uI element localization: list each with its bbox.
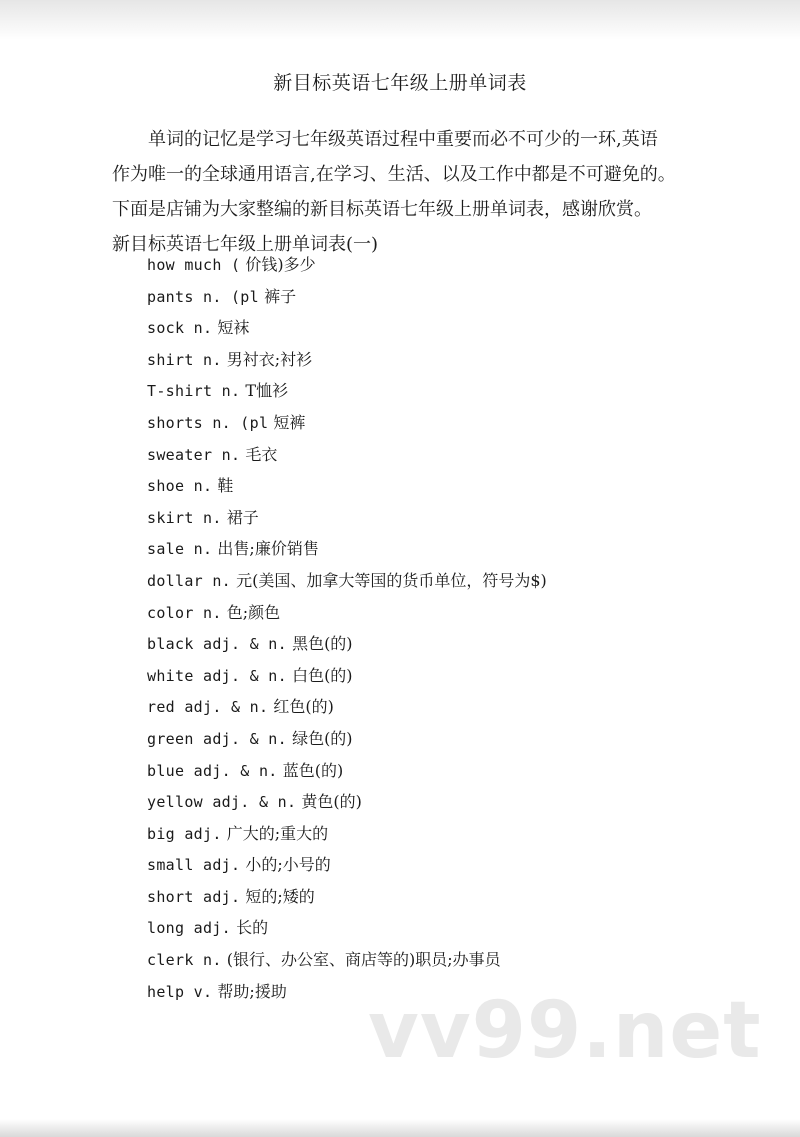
vocab-word: dollar n. (147, 571, 231, 590)
intro-line: 下面是店铺为大家整编的新目标英语七年级上册单词表，感谢欣赏。 (112, 199, 652, 220)
vocab-meaning: 小的;小号的 (245, 855, 331, 875)
vocab-item (147, 281, 547, 313)
vocab-word: short adj. (147, 887, 241, 906)
page-top-shadow (0, 0, 800, 40)
vocab-word: how much ( (147, 256, 241, 274)
vocab-item (147, 407, 547, 439)
page-bottom-shadow (0, 1119, 800, 1137)
vocab-item (147, 912, 547, 944)
vocab-item (147, 502, 547, 534)
vocab-meaning: 男衬衣;衬衫 (226, 349, 313, 369)
vocab-word: sale n. (147, 540, 213, 559)
vocab-meaning: (银行、办公室、商店等的)职员;办事员 (226, 950, 501, 970)
vocab-meaning: 红色(的) (273, 697, 334, 717)
vocab-item (147, 312, 547, 344)
vocab-word: skirt n. (147, 508, 222, 527)
vocab-word: sock n. (147, 319, 213, 338)
vocab-meaning: 毛衣 (245, 444, 278, 464)
vocab-word: green adj. & n. (147, 729, 287, 748)
vocabulary-list (147, 249, 547, 1007)
vocab-meaning: T恤衫 (245, 381, 289, 401)
vocab-meaning: 黑色(的) (292, 634, 353, 654)
intro-line: 单词的记忆是学习七年级英语过程中重要而必不可少的一环,英语 (148, 129, 658, 150)
vocab-meaning: 元(美国、加拿大等国的货币单位，符号为$) (236, 570, 547, 590)
intro-line: 作为唯一的全球通用语言,在学习、生活、以及工作中都是不可避免的。 (112, 164, 676, 185)
vocab-item (147, 881, 547, 913)
vocab-meaning: 鞋 (217, 476, 234, 496)
vocab-meaning: 出售;廉价销售 (217, 539, 319, 559)
vocab-item (147, 533, 547, 565)
vocab-item (147, 818, 547, 850)
vocab-meaning: 色;颜色 (226, 602, 281, 622)
vocab-word: shirt n. (147, 350, 222, 369)
vocab-meaning: 裤子 (264, 286, 297, 306)
vocab-meaning: 长的 (236, 918, 269, 938)
vocab-meaning: 白色(的) (292, 665, 353, 685)
vocab-item (147, 755, 547, 787)
vocab-item (147, 249, 547, 281)
vocab-meaning: 短的;矮的 (245, 886, 315, 906)
vocab-word: clerk n. (147, 951, 222, 970)
vocab-meaning: 黄色(的) (301, 792, 362, 812)
vocab-meaning: 帮助;援助 (217, 981, 287, 1001)
vocab-item (147, 660, 547, 692)
vocab-word: yellow adj. & n. (147, 793, 297, 812)
vocab-item (147, 375, 547, 407)
vocab-meaning: 价钱)多少 (245, 255, 316, 274)
vocab-item (147, 944, 547, 976)
vocab-item (147, 723, 547, 755)
vocab-word: color n. (147, 603, 222, 622)
vocab-word: T-shirt n. (147, 382, 241, 401)
watermark-text: vv99.net (368, 986, 762, 1076)
vocab-word: small adj. (147, 856, 241, 875)
intro-paragraph (112, 122, 702, 262)
vocab-word: sweater n. (147, 445, 241, 464)
vocab-word: white adj. & n. (147, 666, 287, 685)
vocab-word: shorts n. (pl (147, 413, 269, 432)
vocab-meaning: 短袜 (217, 318, 250, 338)
vocab-item (147, 439, 547, 471)
vocab-meaning: 裙子 (226, 507, 259, 527)
vocab-item (147, 597, 547, 629)
vocab-meaning: 绿色(的) (292, 728, 353, 748)
vocab-word: blue adj. & n. (147, 761, 278, 780)
vocab-word: red adj. & n. (147, 698, 269, 717)
vocab-word: help v. (147, 982, 213, 1001)
section-title: 新目标英语七年级上册单词表(一) (112, 234, 379, 255)
vocab-item (147, 470, 547, 502)
vocab-word: shoe n. (147, 477, 213, 496)
vocab-item (147, 565, 547, 597)
vocab-item (147, 344, 547, 376)
vocab-meaning: 短裤 (273, 412, 306, 432)
vocab-item (147, 849, 547, 881)
vocab-item (147, 691, 547, 723)
vocab-meaning: 广大的;重大的 (226, 823, 329, 843)
vocab-meaning: 蓝色(的) (282, 760, 344, 780)
vocab-word: long adj. (147, 919, 231, 938)
vocab-word: black adj. & n. (147, 635, 287, 654)
vocab-item (147, 786, 547, 818)
vocab-word: pants n. (pl (147, 287, 259, 306)
vocab-item (147, 628, 547, 660)
vocab-word: big adj. (147, 824, 222, 843)
document-title: 新目标英语七年级上册单词表 (273, 72, 527, 94)
